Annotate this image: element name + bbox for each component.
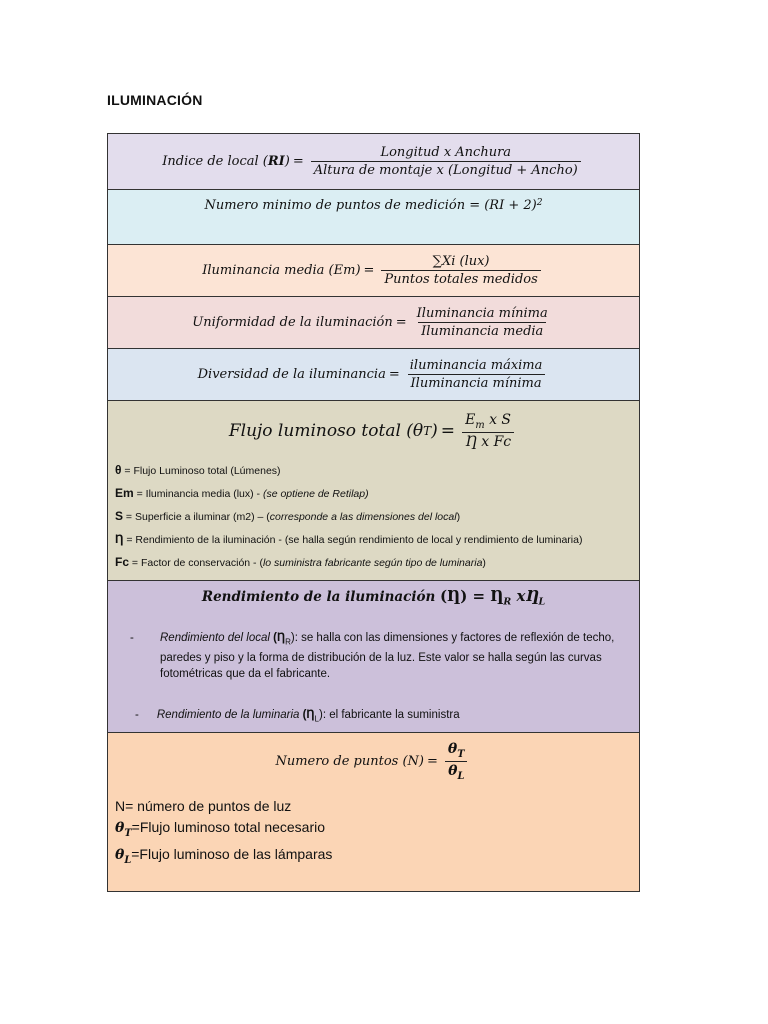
theta-symbol: θ	[447, 741, 458, 757]
formula-total-flux	[108, 401, 639, 581]
bullet-text: ): se halla con las dimensiones y factores de reflexión de techo, paredes y piso y la forma de distribución de la luz. Este valor se halla según las curvas fotométricas que da el fabricante.	[160, 632, 615, 681]
room-index-paren: )	[284, 154, 290, 169]
note-item	[115, 796, 332, 817]
formula-number-of-points	[108, 733, 639, 891]
equals-sign: =	[426, 753, 438, 769]
fraction-numerator: Iluminancia mínima	[416, 306, 548, 321]
note-item	[115, 817, 332, 844]
subscript: L	[314, 714, 319, 724]
fraction-denominator	[445, 761, 467, 782]
equals-sign: =	[363, 263, 375, 278]
equals-sign: =	[388, 367, 400, 382]
definition-note: corresponde a las dimensiones del local	[269, 511, 457, 523]
definition-symbol: S	[115, 509, 124, 523]
efficiency-rhs: xȠ	[511, 587, 539, 605]
note-text: =Flujo luminoso total necesario	[131, 818, 326, 835]
bullet-text: ): el fabricante la suministra	[319, 709, 460, 721]
fraction-numerator	[445, 741, 468, 761]
mean-illuminance-label: Iluminancia media (Em)	[202, 263, 361, 278]
fraction-denominator: Iluminancia media	[418, 322, 546, 339]
number-of-points-equation	[108, 741, 639, 782]
definition-text: = Flujo Luminoso total (Lúmenes)	[121, 465, 281, 477]
definition-item	[115, 528, 582, 551]
total-flux-equation	[108, 407, 639, 455]
definition-text: = Factor de conservación - (	[129, 557, 263, 569]
bullet-symbol: (Ƞ	[299, 709, 315, 721]
uniformity-label: Uniformidad de la iluminación	[192, 315, 393, 330]
formula-diversity	[108, 349, 639, 401]
subscript: T	[124, 827, 132, 839]
fraction-denominator: Altura de montaje x (Longitud + Ancho)	[311, 161, 581, 178]
min-points-text: Numero minimo de puntos de medición = (RI + 2)	[204, 198, 537, 213]
equals-sign: =	[395, 315, 407, 330]
list-item	[135, 707, 460, 727]
note-symbol: θ	[115, 846, 125, 863]
page-title: ILUMINACIÓN	[107, 92, 203, 108]
diversity-fraction	[407, 358, 546, 391]
bullet-dash: -	[135, 709, 139, 721]
definition-text: = Rendimiento de la iluminación - (se halla según rendimiento de local y rendimiento de luminaria)	[123, 534, 583, 546]
bullet-dash: -	[130, 632, 134, 644]
note-text: N= número de puntos de luz	[115, 798, 292, 814]
paren: )	[431, 421, 438, 441]
definition-item	[115, 551, 582, 574]
diversity-label: Diversidad de la iluminancia	[197, 367, 386, 382]
fraction-numerator: iluminancia máxima	[409, 358, 543, 373]
room-index-symbol: RI	[267, 154, 285, 169]
fraction-denominator: Ƞ x Fc	[462, 432, 514, 450]
equals-sign: =	[292, 154, 304, 169]
formula-mean-illuminance	[108, 245, 639, 297]
bullet-symbol: (Ƞ	[269, 632, 286, 644]
mean-illuminance-fraction	[381, 254, 540, 287]
subscript: R	[503, 596, 512, 608]
fraction-numerator: ∑Xi (lux)	[432, 254, 490, 269]
fraction-numerator	[462, 412, 514, 432]
fraction-denominator: Iluminancia mínima	[408, 374, 545, 391]
flux-definitions	[115, 459, 582, 574]
room-index-label: Indice de local (	[162, 154, 268, 169]
subscript: L	[457, 770, 465, 782]
definition-symbol: Em	[115, 486, 134, 500]
definition-end: )	[482, 557, 486, 569]
theta-symbol: θ	[448, 762, 458, 779]
subscript: L	[538, 596, 546, 608]
definition-item	[115, 505, 582, 528]
subscript: T	[423, 424, 432, 438]
efficiency-lhs: (Ƞ) = Ƞ	[440, 587, 504, 605]
numerator-e: E	[465, 412, 476, 429]
definition-symbol: Fc	[115, 555, 130, 569]
numerator-rest: x S	[484, 412, 512, 429]
note-text: =Flujo luminoso de las lámparas	[131, 845, 333, 862]
exponent: 2	[536, 198, 543, 208]
definition-note: (se optiene de Retilap)	[262, 488, 369, 500]
definition-item	[115, 482, 582, 505]
lighting-efficiency-section	[108, 581, 639, 733]
definition-text: = Superficie a iluminar (m2) – (	[123, 511, 270, 523]
formula-min-measure-points	[108, 190, 639, 245]
definition-text: = Iluminancia media (lux) -	[133, 488, 263, 500]
bullet-title: Rendimiento del local	[160, 632, 270, 644]
bullet-title: Rendimiento de la luminaria	[156, 709, 300, 721]
total-flux-label: Flujo luminoso total (θ	[228, 421, 424, 441]
efficiency-label: Rendimiento de la iluminación	[201, 589, 441, 605]
total-flux-fraction	[462, 412, 514, 450]
list-item	[130, 630, 635, 682]
definition-symbol: θ	[115, 463, 122, 477]
subscript: L	[124, 854, 132, 866]
fraction-denominator: Puntos totales medidos	[381, 270, 540, 287]
formula-table	[107, 133, 640, 892]
definition-symbol: Ƞ	[115, 532, 124, 546]
subscript: m	[475, 419, 485, 431]
formula-room-index	[108, 134, 639, 190]
number-of-points-fraction	[445, 741, 468, 782]
note-symbol: θ	[115, 819, 125, 836]
uniformity-fraction	[414, 306, 551, 339]
efficiency-equation	[108, 587, 639, 608]
subscript: R	[285, 637, 291, 647]
definition-note: lo suministra fabricante según tipo de luminaria	[262, 557, 483, 569]
subscript: T	[457, 748, 465, 760]
formula-uniformity	[108, 297, 639, 349]
equals-sign: =	[440, 421, 455, 441]
room-index-fraction	[311, 145, 581, 178]
definition-item	[115, 459, 582, 482]
note-item	[115, 844, 332, 871]
fraction-numerator: Longitud x Anchura	[380, 145, 512, 160]
number-of-points-label: Numero de puntos (N)	[275, 753, 424, 769]
definition-end: )	[456, 511, 461, 523]
number-of-points-notes	[115, 796, 332, 871]
